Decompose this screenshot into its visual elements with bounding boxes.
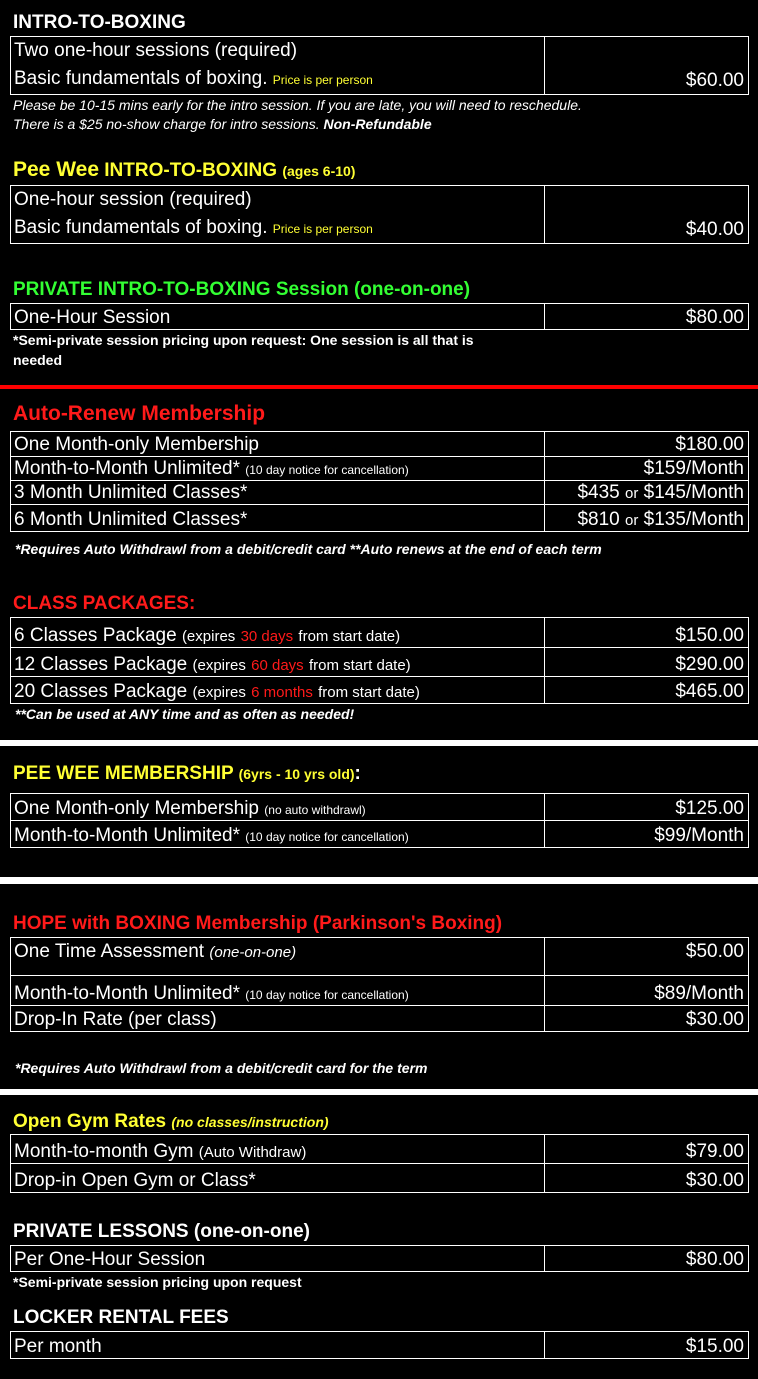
locker-table [10,1331,749,1359]
hope-note: *Requires Auto Withdrawl from a debit/credit card for the term [15,1060,428,1076]
table-row: Drop-In Rate (per class) $30.00 [11,1006,749,1032]
table-row: Month-to-Month Unlimited* (10 day notice for cancellation) $89/Month [11,976,749,1006]
private-intro-table [10,303,749,330]
private-intro-price: $80.00 [545,304,749,330]
private-lessons-table [10,1245,749,1272]
auto-renew-note: *Requires Auto Withdrawl from a debit/credit card **Auto renews at the end of each term [15,541,602,557]
table-row: 12 Classes Package (expires 60 days from start date) $290.00 [11,648,749,677]
section-divider [0,385,758,389]
intro-heading: INTRO-TO-BOXING [13,12,186,33]
peewee-membership-table [10,793,749,848]
table-row: Per One-Hour Session $80.00 [11,1246,749,1272]
table-row: Month-to-month Gym (Auto Withdraw) $79.00 [11,1135,749,1164]
auto-renew-heading: Auto-Renew Membership [13,402,266,425]
table-row [11,304,749,330]
peewee-intro-heading: Pee Wee INTRO-TO-BOXING (ages 6-10) [13,158,356,181]
table-row: One Month-only Membership (no auto withdrawl) $125.00 [11,794,749,821]
intro-table [10,36,749,95]
intro-note2: There is a $25 no-show charge for intro sessions. [13,116,320,132]
table-row: Month-to-Month Unlimited* (10 day notice for cancellation) $99/Month [11,821,749,848]
private-intro-heading: PRIVATE INTRO-TO-BOXING Session (one-on-one) [13,279,471,300]
table-row [11,186,749,244]
class-packages-heading: CLASS PACKAGES: [13,593,196,614]
intro-note2-bold: Non-Refundable [323,116,432,132]
table-row: One Time Assessment (one-on-one) $50.00 [11,938,749,976]
intro-line1: Two one-hour sessions (required) [14,40,298,61]
table-row: 6 Month Unlimited Classes* $810 or $135/Month [11,505,749,532]
peewee-intro-line1: One-hour session (required) [14,189,252,210]
locker-heading: LOCKER RENTAL FEES [13,1307,229,1328]
peewee-intro-price: $40.00 [545,186,749,244]
open-gym-heading: Open Gym Rates (no classes/instruction) [13,1111,329,1132]
table-row: One Month-only Membership $180.00 [11,432,749,457]
private-lessons-note: *Semi-private session pricing upon request [13,1274,302,1290]
class-packages-table [10,617,749,704]
peewee-membership-heading: PEE WEE MEMBERSHIP (6yrs - 10 yrs old): [13,763,361,784]
table-row: Drop-in Open Gym or Class* $30.00 [11,1164,749,1193]
intro-per-person: Price is per person [272,73,373,87]
table-row [11,37,749,95]
table-row: Month-to-Month Unlimited* (10 day notice for cancellation) $159/Month [11,457,749,481]
section-divider [0,1089,758,1095]
private-intro-note: *Semi-private session pricing upon request: One session is all that is needed [13,332,474,368]
peewee-intro-line2: Basic fundamentals of boxing. [14,217,268,238]
intro-price: $60.00 [545,37,749,95]
section-divider [0,740,758,746]
hope-table [10,937,749,1032]
table-row: 20 Classes Package (expires 6 months from start date) $465.00 [11,677,749,704]
intro-line2: Basic fundamentals of boxing. [14,68,268,89]
section-divider [0,877,758,884]
peewee-intro-table [10,185,749,244]
table-row: 6 Classes Package (expires 30 days from start date) $150.00 [11,618,749,648]
private-intro-label: One-Hour Session [11,304,545,330]
auto-renew-table [10,431,749,532]
table-row: Per month $15.00 [11,1332,749,1359]
private-lessons-heading: PRIVATE LESSONS (one-on-one) [13,1221,310,1242]
intro-note1: Please be 10-15 mins early for the intro session. If you are late, you will need to reschedule. [13,97,582,113]
table-row: 3 Month Unlimited Classes* $435 or $145/Month [11,481,749,505]
peewee-intro-per-person: Price is per person [272,222,373,236]
open-gym-table [10,1134,749,1193]
class-packages-note: **Can be used at ANY time and as often as needed! [15,706,355,722]
hope-heading: HOPE with BOXING Membership (Parkinson's Boxing) [13,913,503,934]
